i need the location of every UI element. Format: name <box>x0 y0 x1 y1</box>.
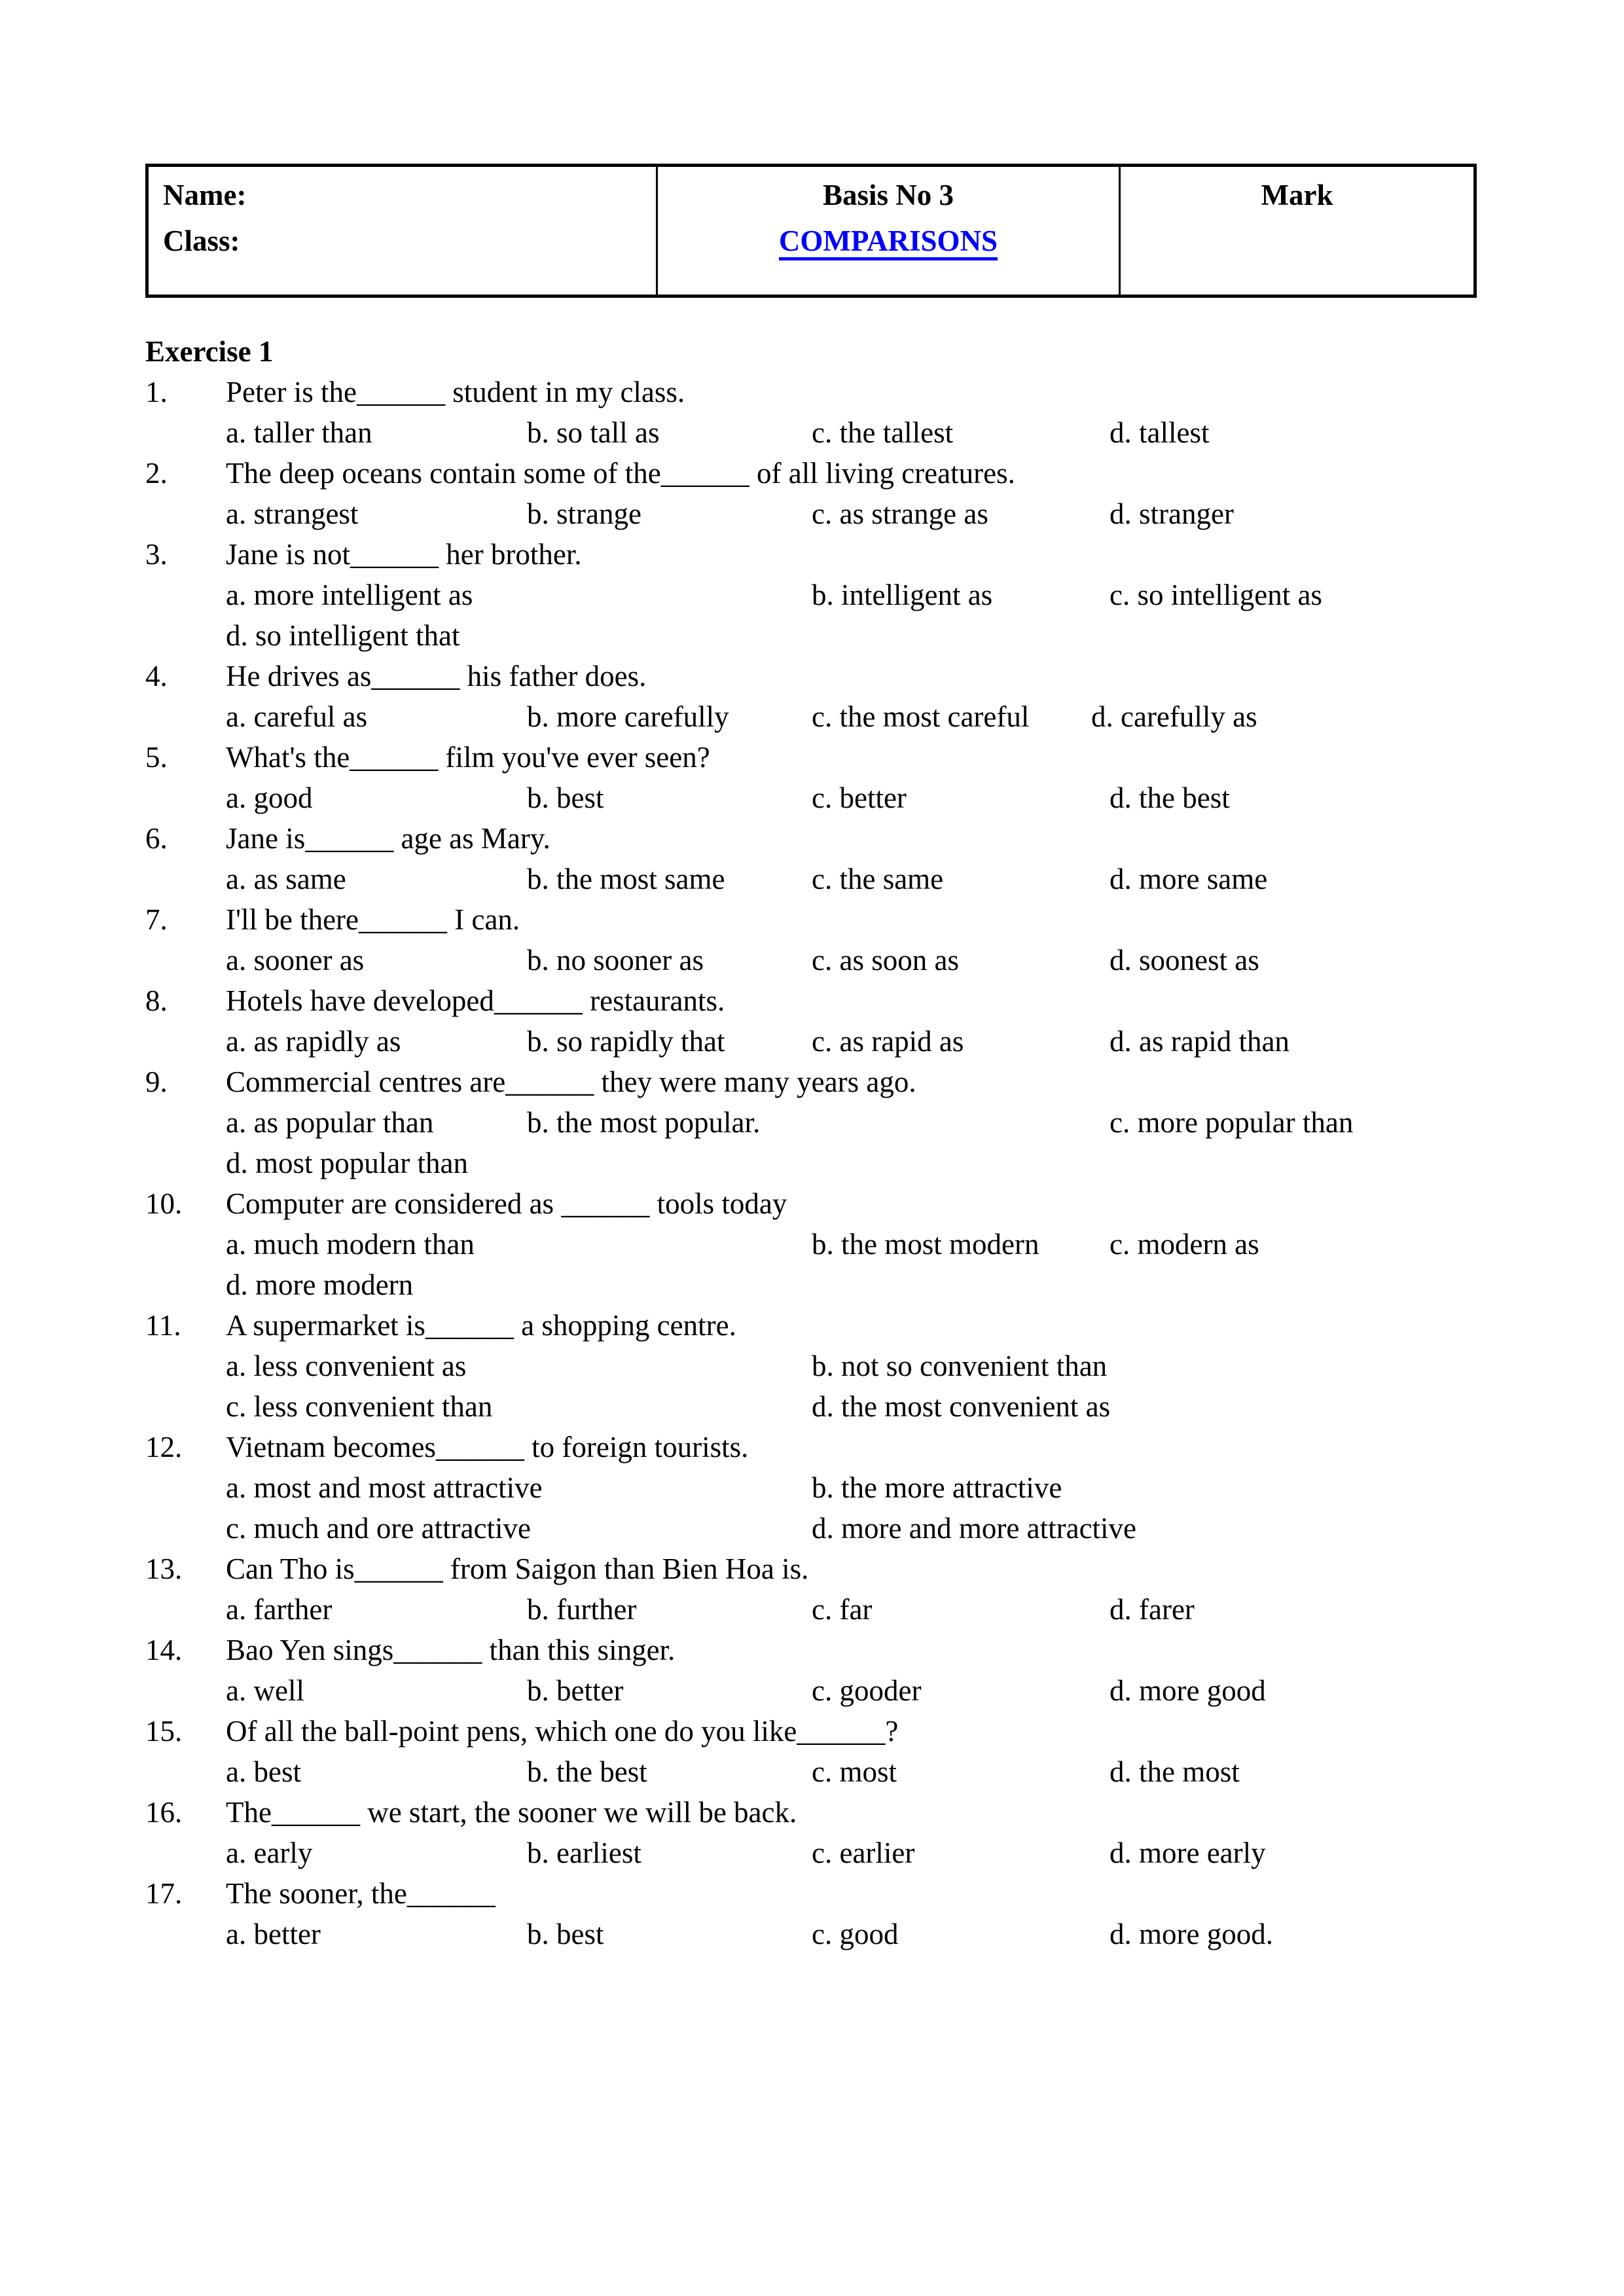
option-line <box>145 1508 1572 1549</box>
question-stem-line <box>145 1711 1572 1751</box>
option-line <box>145 575 1572 615</box>
option-item: c. less convenient than <box>226 1390 493 1423</box>
option-item: d. the most convenient as <box>812 1390 1111 1423</box>
question-stem-line <box>145 737 1572 778</box>
option-line <box>145 1589 1572 1630</box>
exercise-title-line <box>145 331 1572 372</box>
question-number: 8. <box>145 984 168 1017</box>
option-item: b. so rapidly that <box>527 1025 725 1058</box>
option-item: b. strange <box>527 497 641 530</box>
option-item: d. the most <box>1110 1755 1240 1788</box>
option-line <box>145 615 1572 656</box>
option-item: b. better <box>527 1674 624 1707</box>
option-item: b. not so convenient than <box>812 1350 1108 1382</box>
header-cell-name-class <box>149 167 656 295</box>
option-item: a. as rapidly as <box>226 1025 401 1058</box>
option-item: a. farther <box>226 1593 333 1626</box>
option-item: a. early <box>226 1837 313 1869</box>
question-stem-line <box>145 1427 1572 1467</box>
question-number: 4. <box>145 660 168 692</box>
question-stem-line <box>145 534 1572 575</box>
option-item: c. so intelligent as <box>1110 579 1322 611</box>
option-line <box>145 1265 1572 1305</box>
worksheet-subtitle-line <box>658 218 1119 264</box>
option-item: d. stranger <box>1110 497 1234 530</box>
option-item: b. the most modern <box>812 1228 1039 1261</box>
question-number: 16. <box>145 1796 183 1829</box>
option-item: a. more intelligent as <box>226 579 473 611</box>
option-line <box>145 1914 1572 1954</box>
option-item: a. better <box>226 1918 321 1950</box>
option-item: a. less convenient as <box>226 1350 467 1382</box>
question-stem-line <box>145 1062 1572 1102</box>
option-line <box>145 940 1572 980</box>
option-line <box>145 1102 1572 1143</box>
question-number: 15. <box>145 1715 183 1748</box>
option-item: d. carefully as <box>1091 700 1257 733</box>
option-item: c. much and ore attractive <box>226 1512 532 1545</box>
question-stem-line <box>145 980 1572 1021</box>
question-stem: Computer are considered as ______ tools today <box>226 1187 787 1220</box>
option-item: a. taller than <box>226 416 372 449</box>
option-item: b. intelligent as <box>812 579 993 611</box>
question-number: 12. <box>145 1431 183 1463</box>
option-item: d. more good. <box>1110 1918 1273 1950</box>
option-item: a. as same <box>226 863 346 895</box>
option-line <box>145 1143 1572 1183</box>
question-stem: Bao Yen sings______ than this singer. <box>226 1634 676 1666</box>
question-stem-line <box>145 453 1572 493</box>
question-number: 10. <box>145 1187 183 1220</box>
comparisons-link[interactable]: COMPARISONS <box>779 225 998 260</box>
option-item: d. so intelligent that <box>226 619 460 652</box>
option-item: a. most and most attractive <box>226 1471 543 1504</box>
option-item: b. further <box>527 1593 637 1626</box>
question-stem-line <box>145 899 1572 940</box>
option-item: c. the most careful <box>812 700 1030 733</box>
question-stem-line <box>145 1305 1572 1346</box>
option-line <box>145 1346 1572 1386</box>
questions <box>145 372 1572 1954</box>
option-item: b. best <box>527 1918 604 1950</box>
option-line <box>145 493 1572 534</box>
option-line <box>145 1833 1572 1873</box>
question-stem-line <box>145 1873 1572 1914</box>
option-item: d. soonest as <box>1110 944 1259 977</box>
option-item: d. most popular than <box>226 1147 468 1179</box>
option-item: d. more modern <box>226 1268 414 1301</box>
option-item: c. the tallest <box>812 416 954 449</box>
question-stem: The______ we start, the sooner we will be back. <box>226 1796 797 1829</box>
option-item: a. good <box>226 781 313 814</box>
question-stem: The deep oceans contain some of the______ of all living creatures. <box>226 457 1015 490</box>
question-stem: I'll be there______ I can. <box>226 903 520 936</box>
option-item: b. the more attractive <box>812 1471 1062 1504</box>
option-item: d. more and more attractive <box>812 1512 1137 1545</box>
option-item: c. gooder <box>812 1674 922 1707</box>
option-item: b. no sooner as <box>527 944 704 977</box>
option-item: b. the most popular. <box>527 1106 761 1139</box>
exercise-title: Exercise 1 <box>145 335 274 368</box>
option-item: c. earlier <box>812 1837 915 1869</box>
question-number: 7. <box>145 903 168 936</box>
mark-label: Mark <box>1261 179 1333 211</box>
question-number: 11. <box>145 1309 181 1342</box>
question-stem-line <box>145 818 1572 859</box>
option-item: d. more same <box>1110 863 1268 895</box>
option-item: b. best <box>527 781 604 814</box>
question-stem-line <box>145 656 1572 696</box>
question-number: 13. <box>145 1552 183 1585</box>
question-stem: Commercial centres are______ they were many years ago. <box>226 1066 916 1098</box>
option-item: a. best <box>226 1755 301 1788</box>
option-line <box>145 1386 1572 1427</box>
option-line <box>145 696 1572 737</box>
option-item: b. more carefully <box>527 700 729 733</box>
class-label: Class: <box>163 224 240 257</box>
option-line <box>145 1224 1572 1265</box>
option-line <box>145 412 1572 453</box>
option-line <box>145 1467 1572 1508</box>
question-number: 2. <box>145 457 168 490</box>
option-line <box>145 1021 1572 1062</box>
option-line <box>145 1751 1572 1792</box>
option-item: a. careful as <box>226 700 368 733</box>
question-number: 17. <box>145 1877 183 1910</box>
option-line <box>145 1670 1572 1711</box>
option-item: b. the most same <box>527 863 725 895</box>
question-stem-line <box>145 1792 1572 1833</box>
option-item: c. most <box>812 1755 897 1788</box>
option-item: c. as strange as <box>812 497 988 530</box>
question-number: 6. <box>145 822 168 855</box>
option-item: c. modern as <box>1110 1228 1259 1261</box>
option-item: a. much modern than <box>226 1228 475 1261</box>
question-stem-line <box>145 372 1572 412</box>
question-stem: The sooner, the______ <box>226 1877 496 1910</box>
option-item: a. sooner as <box>226 944 365 977</box>
question-number: 9. <box>145 1066 168 1098</box>
option-item: d. the best <box>1110 781 1230 814</box>
option-item: c. the same <box>812 863 944 895</box>
question-stem: Hotels have developed______ restaurants. <box>226 984 725 1017</box>
question-stem: Jane is not______ her brother. <box>226 538 582 571</box>
option-item: b. so tall as <box>527 416 660 449</box>
question-stem: A supermarket is______ a shopping centre. <box>226 1309 736 1342</box>
option-item: d. as rapid than <box>1110 1025 1290 1058</box>
header-cell-title <box>656 167 1121 295</box>
option-item: b. the best <box>527 1755 647 1788</box>
question-stem: Jane is______ age as Mary. <box>226 822 550 855</box>
option-item: d. tallest <box>1110 416 1210 449</box>
question-stem-line <box>145 1630 1572 1670</box>
worksheet-title: Basis No 3 <box>822 179 954 211</box>
question-stem: Can Tho is______ from Saigon than Bien Hoa is. <box>226 1552 809 1585</box>
option-item: d. more good <box>1110 1674 1266 1707</box>
header-table <box>145 164 1477 298</box>
option-item: c. far <box>812 1593 873 1626</box>
name-label: Name: <box>163 179 247 211</box>
option-item: c. good <box>812 1918 899 1950</box>
option-item: b. earliest <box>527 1837 641 1869</box>
option-item: d. farer <box>1110 1593 1195 1626</box>
header-cell-mark <box>1121 167 1473 295</box>
option-line <box>145 859 1572 899</box>
option-item: c. more popular than <box>1110 1106 1354 1139</box>
option-item: c. as rapid as <box>812 1025 964 1058</box>
question-number: 5. <box>145 741 168 774</box>
question-number: 14. <box>145 1634 183 1666</box>
option-item: a. well <box>226 1674 304 1707</box>
option-item: a. as popular than <box>226 1106 434 1139</box>
question-number: 1. <box>145 376 168 408</box>
worksheet-content <box>145 331 1572 1954</box>
question-stem: Of all the ball-point pens, which one do you like______? <box>226 1715 899 1748</box>
option-line <box>145 778 1572 818</box>
option-item: c. better <box>812 781 907 814</box>
option-item: d. more early <box>1110 1837 1266 1869</box>
question-stem: What's the______ film you've ever seen? <box>226 741 710 774</box>
question-stem: Vietnam becomes______ to foreign tourists. <box>226 1431 749 1463</box>
question-stem-line <box>145 1549 1572 1589</box>
option-item: c. as soon as <box>812 944 959 977</box>
question-stem-line <box>145 1183 1572 1224</box>
option-item: a. strangest <box>226 497 359 530</box>
question-stem: He drives as______ his father does. <box>226 660 647 692</box>
question-number: 3. <box>145 538 168 571</box>
question-stem: Peter is the______ student in my class. <box>226 376 685 408</box>
